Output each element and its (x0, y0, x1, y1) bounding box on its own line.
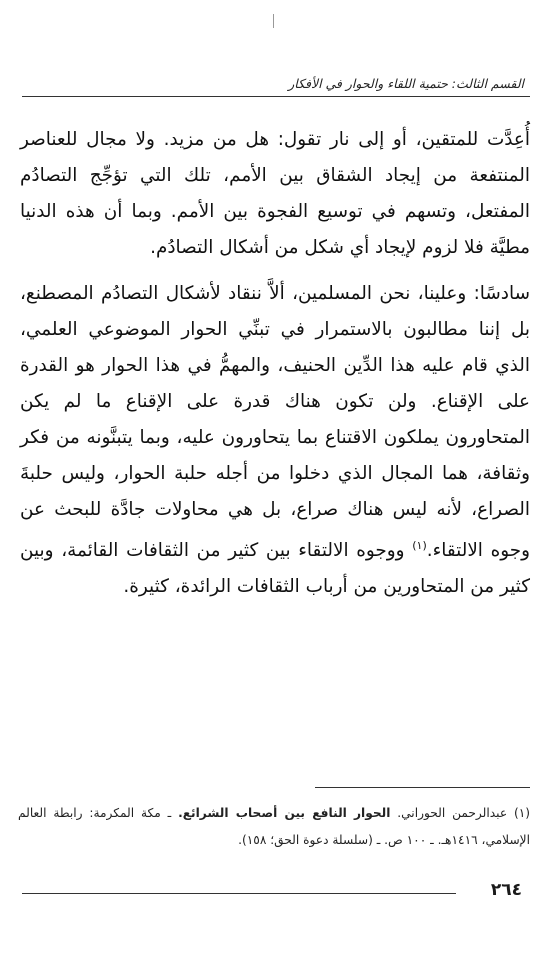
paragraph-1: أُعِدَّت للمتقين، أو إلى نار تقول: هل من مزيد. ولا مجال للعناصر المنتفعة من إيجاد الشقاق بين الأمم، تلك التي تؤجِّج التصادُم المفتعل، وتسهم في توسيع الفجوة بين الأمم. وبما أن هذه الدنيا مطيَّة فلا لزوم لإيجاد أي شكل من أشكال التصادُم. (20, 129, 530, 258)
footnote-author: عبدالرحمن الحوراني. (397, 806, 508, 820)
footnote (18, 800, 530, 854)
main-text (20, 122, 530, 612)
running-header: القسم الثالث: حتمية اللقاء والحوار في الأفكار (288, 76, 524, 91)
footnote-rule (315, 787, 530, 788)
header-rule (22, 96, 530, 97)
footnote-reference[interactable]: (١) (412, 539, 427, 552)
footnote-details: ـ مكة المكرمة: رابطة العالم الإسلامي، ١٤١٦هـ. ـ ١٠٠ ص. ـ (سلسلة دعوة الحق؛ ١٥٨). (18, 806, 530, 847)
paragraph-2-text-b: ووجوه الالتقاء بين كثير من الثقافات القائمة، وبين كثير من المتحاورين من أرباب الثقافات الرائدة، كثيرة. (20, 540, 530, 598)
top-crop-mark (273, 14, 274, 28)
footnote-number: (١) (513, 806, 531, 820)
footer-rule (22, 893, 456, 894)
page-number: ٢٦٤ (490, 880, 522, 900)
paragraph-2-text-a: سادسًا: وعلينا، نحن المسلمين، ألاَّ ننقاد لأشكال التصادُم المصطنع، بل إننا مطالبون بالاستمرار في تبنِّي الحوار الموضوعي العلمي، الذي قام عليه هذا الدِّين الحنيف، والمهمُّ في هذا الحوار هو القدرة على الإقناع. ولن تكون هناك قدرة على الإقناع ما لم يكن المتحاورون يملكون الاقتناع بما يتحاورون عليه، وبما يتبنَّونه من فكر وثقافة، هما المجال الذي دخلوا من أجله حلبة الحوار، وليس حلبةَ الصراع، لأنه ليس هناك صراع، بل هي محاولات جادَّة للبحث عن وجوه الالتقاء. (20, 283, 530, 562)
footnote-book-title: الحوار النافع بين أصحاب الشرائع. (178, 806, 391, 820)
paragraph-2 (20, 276, 530, 605)
